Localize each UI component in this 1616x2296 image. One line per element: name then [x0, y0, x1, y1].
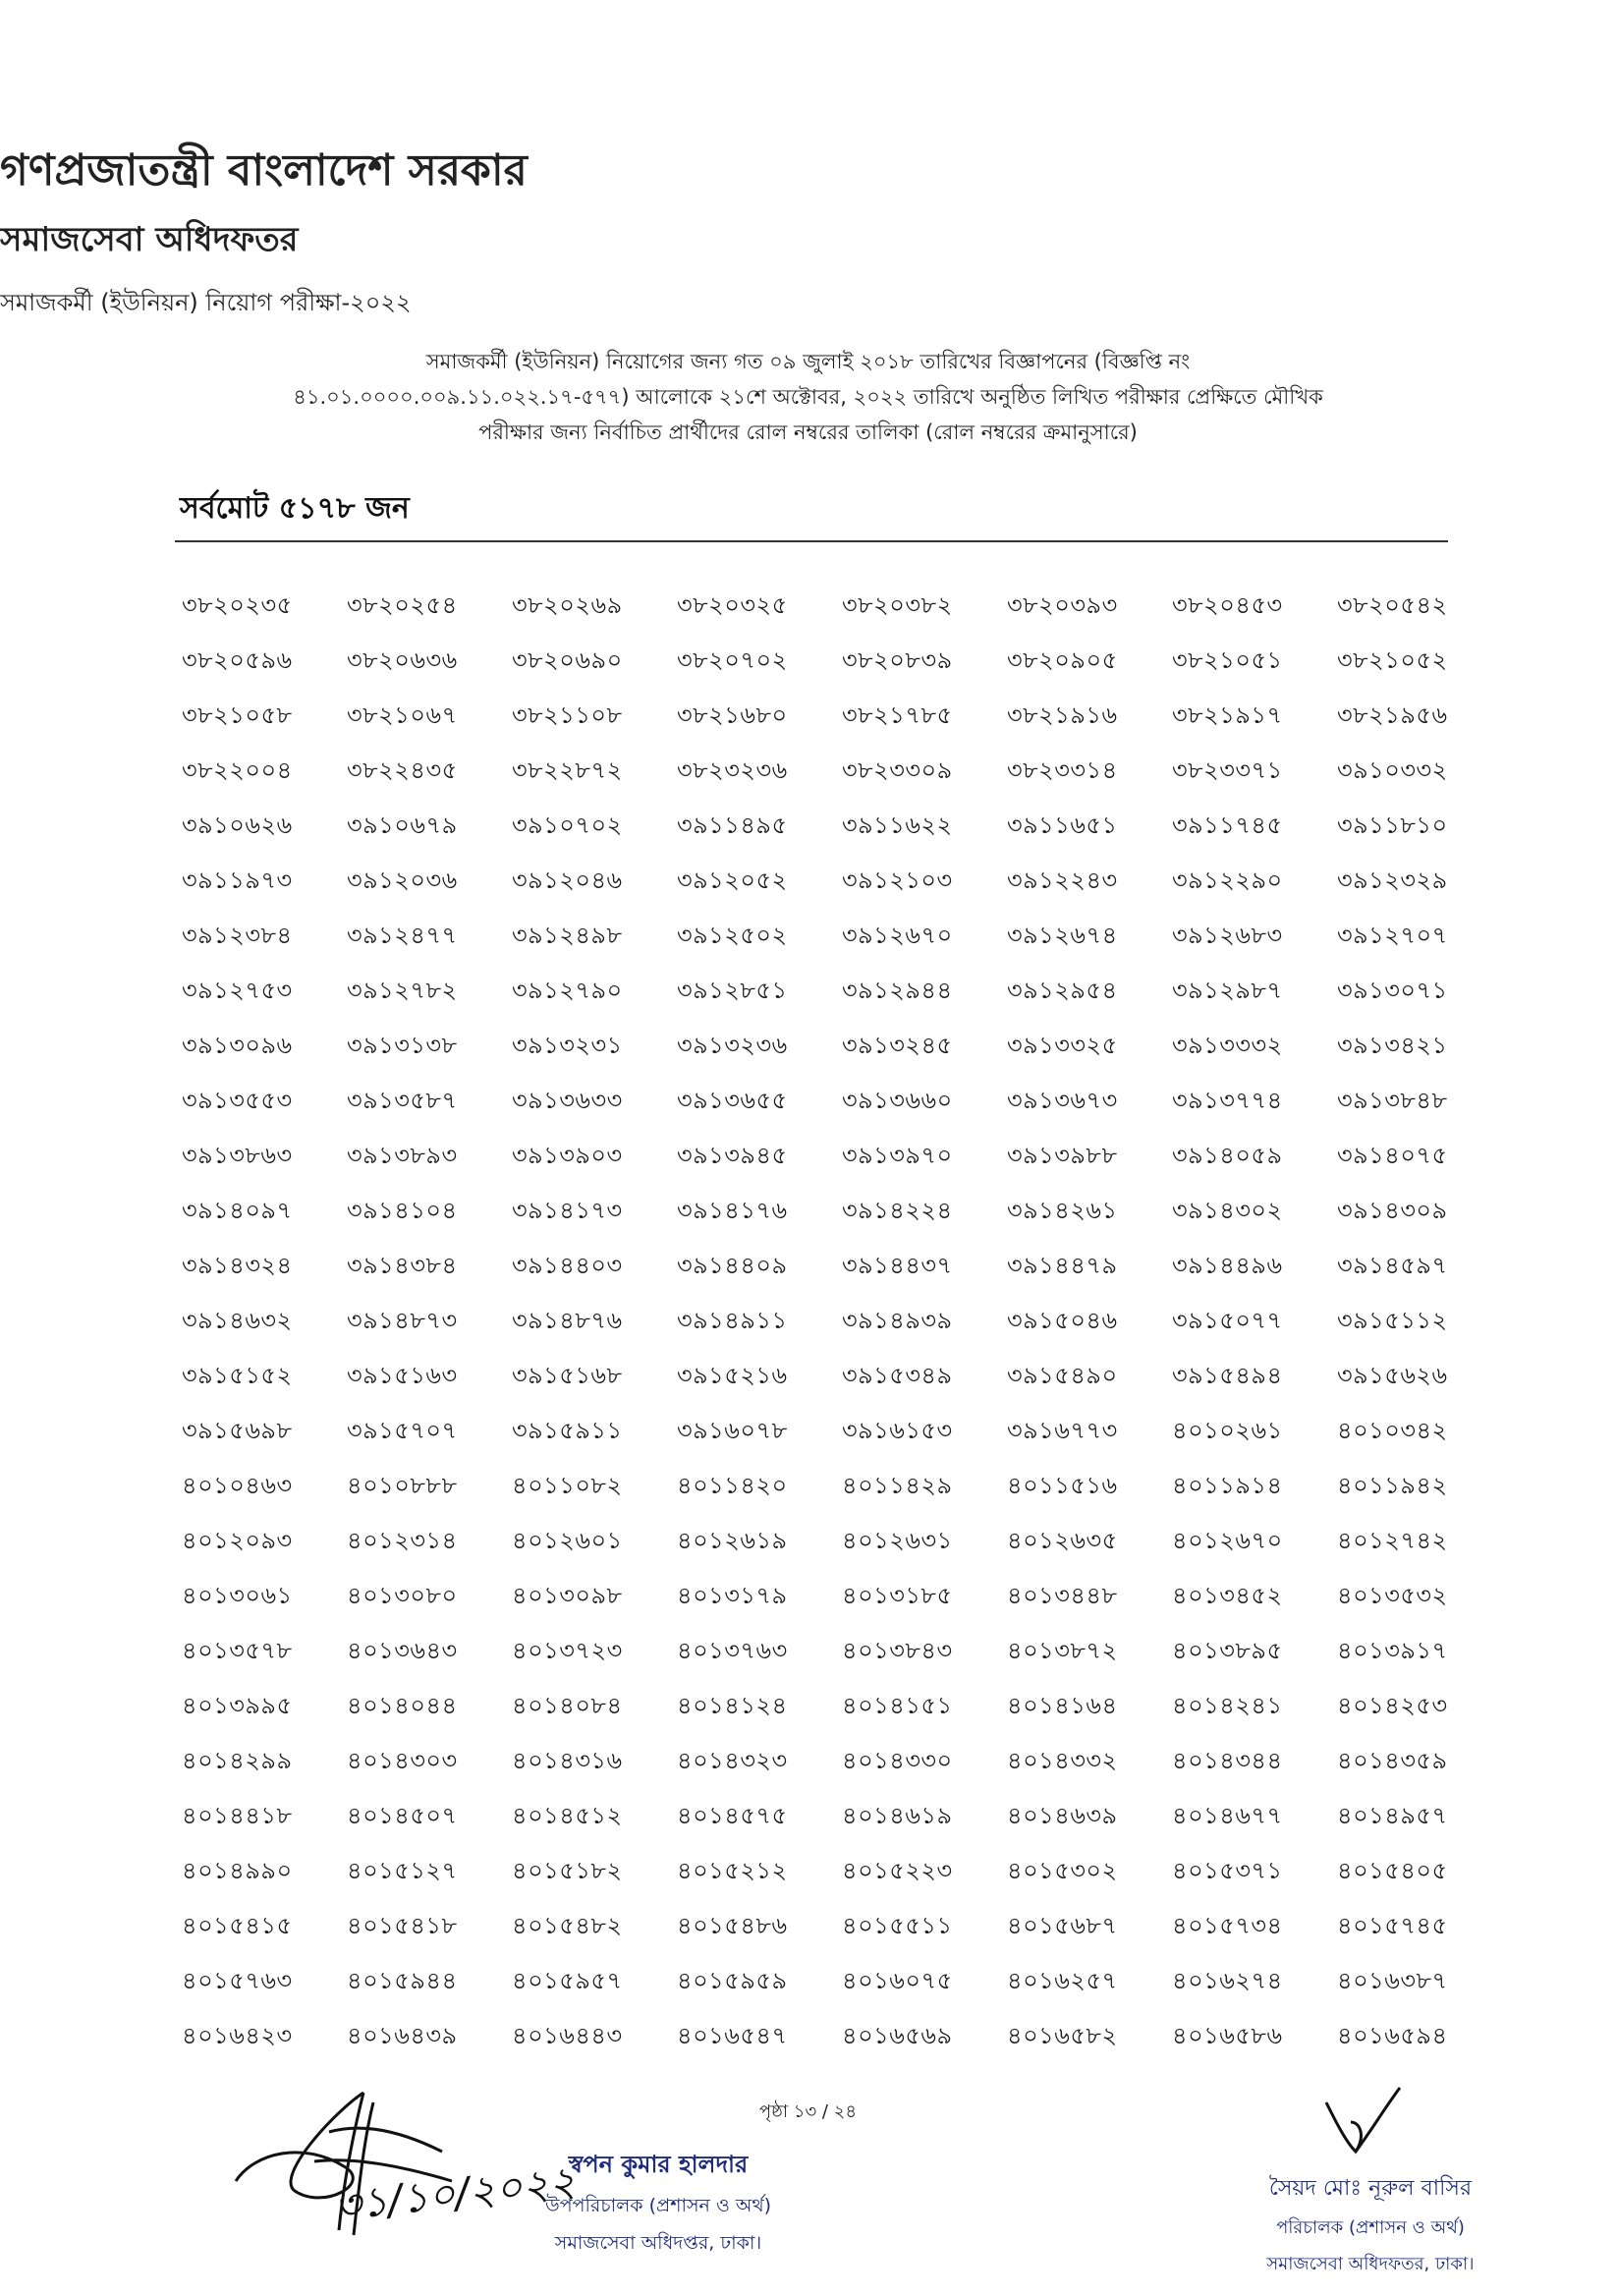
- roll-row: [182, 1295, 1493, 1350]
- roll-number: ৪০১৫২১২: [677, 1857, 788, 1884]
- government-title: গণপ্রজাতন্ত্রী বাংলাদেশ সরকার: [0, 145, 528, 196]
- roll-number: ৩৯১৪২২৪: [842, 1197, 953, 1224]
- roll-number: ৩৮২০২৩৫: [182, 591, 293, 619]
- roll-number: ৩৯১২৭০৭: [1337, 922, 1448, 949]
- roll-number: ৪০১২৭৪২: [1337, 1527, 1448, 1554]
- roll-number: ৩৮২০৭০২: [677, 646, 788, 674]
- roll-number: ৩৮২১৯১৭: [1172, 701, 1283, 729]
- roll-number: ৩৯১২৭৯০: [512, 977, 623, 1004]
- roll-number: ৪০১৩১৭৯: [677, 1582, 788, 1609]
- roll-number: ৩৯১৩৭৭৪: [1172, 1087, 1283, 1114]
- roll-number: ৩৯১৫৩৪৯: [842, 1362, 953, 1389]
- roll-number: ৪০১৩৭৬৩: [677, 1637, 788, 1664]
- roll-number: ৪০১৪৬১৯: [842, 1802, 953, 1829]
- roll-number: ৩৯১৫১৫২: [182, 1362, 293, 1389]
- roll-number: ৩৯১৪৩০২: [1172, 1197, 1283, 1224]
- roll-number: ৩৯১৬১৫৩: [842, 1417, 953, 1444]
- roll-number: ৪০১৪০৮৪: [512, 1692, 623, 1719]
- roll-number: ৩৯১২৫০২: [677, 922, 788, 949]
- roll-number: ৩৯১৪০৫৯: [1172, 1142, 1283, 1169]
- roll-number: ৪০১৪৪১৮: [182, 1802, 293, 1829]
- roll-number: ৩৯১৩২৩১: [512, 1032, 623, 1059]
- total-count: সর্বমোট ৫১৭৮ জন: [180, 491, 410, 526]
- roll-number: ৪০১৪৯৫৭: [1337, 1802, 1448, 1829]
- roll-number: ৩৯১৪৩৮৪: [347, 1252, 458, 1279]
- roll-number: ৩৮২১০৬৭: [347, 701, 458, 729]
- roll-number: ৩৮২০২৬৯: [512, 591, 623, 619]
- roll-number: ৪০১১৯১৪: [1172, 1472, 1283, 1499]
- roll-number: ৪০১৪২৯৯: [182, 1747, 293, 1774]
- roll-number: ৪০১৫৭৬৩: [182, 1967, 293, 1994]
- roll-number: ৪০১০৮৮৮: [347, 1472, 458, 1499]
- roll-number: ৩৯১৪৯১১: [677, 1307, 788, 1334]
- roll-number: ৪০১২৬১৯: [677, 1527, 788, 1554]
- roll-number: ৪০১৪৩৪৪: [1172, 1747, 1283, 1774]
- roll-number: ৪০১২৬৩১: [842, 1527, 953, 1554]
- roll-number: ৩৯১৩০৭১: [1337, 977, 1448, 1004]
- signatory-right-office: সমাজসেবা অধিদফতর, ঢাকা।: [1266, 2254, 1475, 2274]
- roll-number: ৪০১১৪২৯: [842, 1472, 953, 1499]
- roll-number: ৪০১৩৯১৭: [1337, 1637, 1448, 1664]
- roll-number: ৩৮২১০৫৮: [182, 701, 293, 729]
- roll-number: ৩৯১৪৫৯৭: [1337, 1252, 1448, 1279]
- roll-number: ৪০১২০৯৩: [182, 1527, 293, 1554]
- roll-number: ৩৯১৩৬৩৩: [512, 1087, 623, 1114]
- roll-number: ৪০১৪৩১৬: [512, 1747, 623, 1774]
- roll-number: ৩৮২০৯০৫: [1007, 646, 1118, 674]
- divider: [175, 540, 1448, 542]
- roll-number: ৩৯১৫৪৯০: [1007, 1362, 1118, 1389]
- roll-row: [182, 745, 1493, 800]
- roll-number: ৪০১৩৫৭৮: [182, 1637, 293, 1664]
- roll-row: [182, 1460, 1493, 1515]
- roll-number: ৩৯১২৩৮৪: [182, 922, 293, 949]
- roll-number: ৩৯১১৮১০: [1337, 812, 1448, 839]
- roll-number: ৩৯১২৬৭০: [842, 922, 953, 949]
- roll-number: ৩৯১৪১৭৩: [512, 1197, 623, 1224]
- roll-number: ৪০১১৫১৬: [1007, 1472, 1118, 1499]
- roll-number: ৩৯১২০৪৬: [512, 867, 623, 894]
- roll-number: ৩৮২১৭৮৫: [842, 701, 953, 729]
- roll-number: ৩৯১২৮৫১: [677, 977, 788, 1004]
- roll-number: ৩৮২৩৩০৯: [842, 756, 953, 784]
- roll-row: [182, 1350, 1493, 1405]
- roll-number: ৪০১২৬৭০: [1172, 1527, 1283, 1554]
- roll-number: ৩৯১৫৬৯৮: [182, 1417, 293, 1444]
- roll-number: ৩৯১২৯৫৪: [1007, 977, 1118, 1004]
- roll-number: ৩৯১৫১১২: [1337, 1307, 1448, 1334]
- roll-number: ৩৯১২২৪৩: [1007, 867, 1118, 894]
- roll-number: ৪০১১০৮২: [512, 1472, 623, 1499]
- roll-number: ৩৯১৪০৭৫: [1337, 1142, 1448, 1169]
- roll-number: ৩৯১৫০৪৬: [1007, 1307, 1118, 1334]
- roll-number: ৩৯১২০৩৬: [347, 867, 458, 894]
- roll-row: [182, 1405, 1493, 1460]
- roll-row: [182, 1900, 1493, 1955]
- roll-number: ৩৯১১৬৫১: [1007, 812, 1118, 839]
- roll-number: ৪০১৫৬৮৭: [1007, 1912, 1118, 1939]
- roll-number: ৩৮২১৯৫৬: [1337, 701, 1448, 729]
- signature-right: [1316, 2083, 1405, 2161]
- roll-number: ৩৯১০৬৭৯: [347, 812, 458, 839]
- roll-number: ৪০১১৪২০: [677, 1472, 788, 1499]
- roll-row: [182, 1845, 1493, 1900]
- roll-number: ৪০১৪৫১২: [512, 1802, 623, 1829]
- roll-number: ৩৯১৩৮৬৩: [182, 1142, 293, 1169]
- roll-number: ৩৯১৪২৬১: [1007, 1197, 1118, 1224]
- roll-number: ৩৯১৩৮৯৩: [347, 1142, 458, 1169]
- roll-number: ৩৯১১৪৯৫: [677, 812, 788, 839]
- roll-number: ৩৯১৩৩২৫: [1007, 1032, 1118, 1059]
- roll-number: ৪০১৫১২৭: [347, 1857, 458, 1884]
- roll-number: ৪০১৫৪৮৬: [677, 1912, 788, 1939]
- roll-number: ৩৯১০৬২৬: [182, 812, 293, 839]
- roll-number: ৪০১৫৩৭১: [1172, 1857, 1283, 1884]
- notice-text: [192, 344, 1424, 450]
- roll-number: ৪০১২৬০১: [512, 1527, 623, 1554]
- roll-number: ৪০১৪৫৭৫: [677, 1802, 788, 1829]
- roll-number: ৩৯১৩০৯৬: [182, 1032, 293, 1059]
- roll-number: ৩৯১৩৫৫৩: [182, 1087, 293, 1114]
- roll-number: ৩৯১৩৪২১: [1337, 1032, 1448, 1059]
- roll-number: ৩৯১৫৪৯৪: [1172, 1362, 1283, 1389]
- roll-row: [182, 1680, 1493, 1735]
- signatory-left-office: সমাজসেবা অধিদপ্তর, ঢাকা।: [554, 2232, 762, 2254]
- roll-number: ৪০১৪৩০৩: [347, 1747, 458, 1774]
- roll-number: ৩৯১১৯৭৩: [182, 867, 293, 894]
- roll-row: [182, 855, 1493, 910]
- roll-number: ৩৯১৩৯৪৫: [677, 1142, 788, 1169]
- notice-line-3: পরীক্ষার জন্য নির্বাচিত প্রার্থীদের রোল নম্বরের তালিকা (রোল নম্বরের ক্রমানুসারে): [478, 420, 1138, 444]
- roll-row: [182, 965, 1493, 1020]
- roll-number: ৩৯১৪০৯৭: [182, 1197, 293, 1224]
- roll-number: ৩৯১৪৪৩৭: [842, 1252, 953, 1279]
- roll-number: ৩৮২৩৩৭১: [1172, 756, 1283, 784]
- roll-number: ৩৯১২৪৯৮: [512, 922, 623, 949]
- roll-number: ৩৯১৪৬৩২: [182, 1307, 293, 1334]
- roll-number: ৩৯১২৭৮২: [347, 977, 458, 1004]
- notice-line-2: ৪১.০১.০০০০.০০৯.১১.০২২.১৭-৫৭৭) আলোকে ২১শে অক্টোবর, ২০২২ তারিখে অনুষ্ঠিত লিখিত পরীক্ষার প্রেক্ষিতে মৌখিক: [293, 385, 1323, 409]
- roll-number: ৩৯১৪৮৭৬: [512, 1307, 623, 1334]
- roll-number: ৪০১৫৭৪৫: [1337, 1912, 1448, 1939]
- roll-number: ৩৯১৫২১৬: [677, 1362, 788, 1389]
- page-number: পৃষ্ঠা ১৩ / ২৪: [758, 2101, 858, 2122]
- roll-number: ৪০১০৪৬৩: [182, 1472, 293, 1499]
- roll-number: ৩৯১৩৯০৩: [512, 1142, 623, 1169]
- roll-number: ৩৯১২৩২৯: [1337, 867, 1448, 894]
- roll-number: ৪০১৫৯৫৭: [512, 1967, 623, 1994]
- roll-number: ৩৯১৪৯৩৯: [842, 1307, 953, 1334]
- roll-number: ৪০১৫৯৪৪: [347, 1967, 458, 1994]
- roll-number: ৪০১২৩১৪: [347, 1527, 458, 1554]
- roll-row: [182, 635, 1493, 690]
- signatory-right: [1228, 2171, 1513, 2280]
- roll-row: [182, 1955, 1493, 2010]
- roll-row: [182, 1515, 1493, 1570]
- roll-number: ৪০১৪৫০৭: [347, 1802, 458, 1829]
- roll-number: ৩৯১৩১৩৮: [347, 1032, 458, 1059]
- roll-number: ৩৮২১৯১৬: [1007, 701, 1118, 729]
- roll-number: ৩৯১৪৪০৯: [677, 1252, 788, 1279]
- roll-number: ৪০১৫৪১৮: [347, 1912, 458, 1939]
- roll-number: ৩৯১৪৩২৪: [182, 1252, 293, 1279]
- roll-number: ৪০১৩৬৪৩: [347, 1637, 458, 1664]
- roll-number: ৩৯১৫৯১১: [512, 1417, 623, 1444]
- roll-number: ৪০১৩৭২৩: [512, 1637, 623, 1664]
- roll-number: ৪০১৪১৫১: [842, 1692, 953, 1719]
- roll-number: ৩৮২০৫৯৬: [182, 646, 293, 674]
- roll-number: ৩৯১২২৯০: [1172, 867, 1283, 894]
- roll-number: ৪০১৫৪১৫: [182, 1912, 293, 1939]
- roll-number: ৩৮২২০০৪: [182, 756, 293, 784]
- roll-number: ৩৯১২১০৩: [842, 867, 953, 894]
- roll-number: ৪০১৪২৪১: [1172, 1692, 1283, 1719]
- roll-row: [182, 1130, 1493, 1185]
- roll-number: ৪০১৬২৫৭: [1007, 1967, 1118, 1994]
- roll-number: ৩৯১৩৯৮৮: [1007, 1142, 1118, 1169]
- roll-row: [182, 1185, 1493, 1240]
- roll-number: ৪০১৪৬৭৭: [1172, 1802, 1283, 1829]
- roll-number: ৪০১৪১৬৪: [1007, 1692, 1118, 1719]
- roll-number: ৪০১৩৪৫২: [1172, 1582, 1283, 1609]
- signatory-left: [511, 2147, 806, 2261]
- roll-number: ৩৯১৩২৩৬: [677, 1032, 788, 1059]
- roll-number: ৪০১৩৯৯৫: [182, 1692, 293, 1719]
- roll-number: ৩৯১৩৬৬০: [842, 1087, 953, 1114]
- roll-number: ৩৮২০৩৯৩: [1007, 591, 1118, 619]
- roll-row: [182, 580, 1493, 635]
- roll-number: ৪০১৬৫৮২: [1007, 2022, 1118, 2049]
- roll-row: [182, 2010, 1493, 2065]
- signature-date: ৩১/১০/২০২২: [331, 2156, 579, 2230]
- roll-number: ৪০১৬৫৪৭: [677, 2022, 788, 2049]
- roll-number: ৩৮২৩২৩৬: [677, 756, 788, 784]
- roll-number: ৩৯১০৭০২: [512, 812, 623, 839]
- roll-number: ৩৯১২০৫২: [677, 867, 788, 894]
- roll-number: ৪০১৬৫৬৯: [842, 2022, 953, 2049]
- roll-number: ৩৮২০৪৫৩: [1172, 591, 1283, 619]
- roll-row: [182, 1240, 1493, 1295]
- roll-number: ৩৯১৪১৭৬: [677, 1197, 788, 1224]
- roll-number: ৪০১৪১২৪: [677, 1692, 788, 1719]
- roll-number: ৩৯১৩২৪৫: [842, 1032, 953, 1059]
- roll-number: ৩৯১৪১০৪: [347, 1197, 458, 1224]
- roll-number: ৩৮২০৮৩৯: [842, 646, 953, 674]
- roll-number: ৩৮২২৪৩৫: [347, 756, 458, 784]
- roll-number: ৪০১৪৩৫৯: [1337, 1747, 1448, 1774]
- exam-title: সমাজকর্মী (ইউনিয়ন) নিয়োগ পরীক্ষা-২০২২: [0, 289, 412, 316]
- roll-number: ৪০১০৩৪২: [1337, 1417, 1448, 1444]
- roll-number: ৪০১৫৪০৫: [1337, 1857, 1448, 1884]
- roll-number: ৩৯১৩৯৭০: [842, 1142, 953, 1169]
- roll-number: ৩৯১৫১৬৮: [512, 1362, 623, 1389]
- roll-number: ৪০১৫৪৮২: [512, 1912, 623, 1939]
- roll-number: ৪০১৩১৮৫: [842, 1582, 953, 1609]
- roll-number: ৪০১০২৬১: [1172, 1417, 1283, 1444]
- roll-number: ৩৯১৬৭৭৩: [1007, 1417, 1118, 1444]
- notice-line-1: সমাজকর্মী (ইউনিয়ন) নিয়োগের জন্য গত ০৯ জুলাই ২০১৮ তারিখের বিজ্ঞাপনের (বিজ্ঞপ্তি নং: [425, 350, 1191, 373]
- roll-number: ৪০১৪৩২৩: [677, 1747, 788, 1774]
- roll-number: ৩৮২১০৫২: [1337, 646, 1448, 674]
- roll-number: ৪০১৪৬৩৯: [1007, 1802, 1118, 1829]
- roll-number: ৪০১৫৭৩৪: [1172, 1912, 1283, 1939]
- roll-number: ৩৯১২৯৪৪: [842, 977, 953, 1004]
- roll-number: ৩৯১৩৬৭৩: [1007, 1087, 1118, 1114]
- roll-number: ৪০১৪৩৩০: [842, 1747, 953, 1774]
- roll-number: ৩৯১২৬৮৩: [1172, 922, 1283, 949]
- roll-number: ৪০১৩০৮০: [347, 1582, 458, 1609]
- roll-number-grid: [182, 580, 1493, 2065]
- roll-number: ৩৯১৪৩০৯: [1337, 1197, 1448, 1224]
- roll-number: ৪০১৬৪৪৩: [512, 2022, 623, 2049]
- roll-row: [182, 1075, 1493, 1130]
- roll-number: ৪০১৫৯৫৯: [677, 1967, 788, 1994]
- roll-number: ৩৮২১৬৮০: [677, 701, 788, 729]
- roll-number: ৪০১৩৫৩২: [1337, 1582, 1448, 1609]
- signatory-right-name: সৈয়দ মোঃ নূরুল বাসির: [1268, 2176, 1473, 2201]
- roll-number: ৪০১৩০৯৮: [512, 1582, 623, 1609]
- roll-number: ৪০১৪২৫৩: [1337, 1692, 1448, 1719]
- roll-row: [182, 1570, 1493, 1625]
- roll-row: [182, 800, 1493, 855]
- roll-number: ৩৮২০৩৮২: [842, 591, 953, 619]
- roll-number: ৪০১৬৫৯৪: [1337, 2022, 1448, 2049]
- roll-number: ৪০১৫১৮২: [512, 1857, 623, 1884]
- roll-number: ৪০১৪৩৩২: [1007, 1747, 1118, 1774]
- roll-number: ৪০১৪০৪৪: [347, 1692, 458, 1719]
- roll-number: ৩৯১৪৪৭৯: [1007, 1252, 1118, 1279]
- signatory-right-title: পরিচালক (প্রশাসন ও অর্থ): [1276, 2217, 1465, 2238]
- roll-number: ৩৯১৫০৭৭: [1172, 1307, 1283, 1334]
- roll-number: ৩৮২২৮৭২: [512, 756, 623, 784]
- roll-row: [182, 1020, 1493, 1075]
- roll-number: ৪০১৩০৬১: [182, 1582, 293, 1609]
- roll-number: ৩৮২০৬৩৬: [347, 646, 458, 674]
- roll-number: ৩৯১৩৩৩২: [1172, 1032, 1283, 1059]
- roll-number: ৪০১৬২৭৪: [1172, 1967, 1283, 1994]
- roll-number: ৩৯১২৬৭৪: [1007, 922, 1118, 949]
- roll-number: ৩৮২১০৫১: [1172, 646, 1283, 674]
- roll-number: ৩৯১৪৪৯৬: [1172, 1252, 1283, 1279]
- roll-number: ৪০১৫৫১১: [842, 1912, 953, 1939]
- roll-number: ৪০১৬৪২৩: [182, 2022, 293, 2049]
- roll-number: ৪০১৩৮৯৫: [1172, 1637, 1283, 1664]
- roll-number: ৩৮২১১০৮: [512, 701, 623, 729]
- roll-number: ৩৯১৬০৭৮: [677, 1417, 788, 1444]
- roll-number: ৪০১৩৮৪৩: [842, 1637, 953, 1664]
- signatory-left-name: স্বপন কুমার হালদার: [568, 2151, 749, 2178]
- roll-row: [182, 1625, 1493, 1680]
- roll-number: ৩৯১২৯৮৭: [1172, 977, 1283, 1004]
- roll-number: ৩৯১১৭৪৫: [1172, 812, 1283, 839]
- roll-number: ৪০১৩৪৪৮: [1007, 1582, 1118, 1609]
- roll-number: ৩৯১৪৮৭৩: [347, 1307, 458, 1334]
- roll-number: ৩৯১৫৭০৭: [347, 1417, 458, 1444]
- roll-number: ৪০১৫২২৩: [842, 1857, 953, 1884]
- roll-number: ৪০১৫৩০২: [1007, 1857, 1118, 1884]
- roll-number: ৩৮২০৬৯০: [512, 646, 623, 674]
- roll-number: ৪০১৩৮৭২: [1007, 1637, 1118, 1664]
- roll-number: ৩৯১২৭৫৩: [182, 977, 293, 1004]
- roll-number: ৩৯১১৬২২: [842, 812, 953, 839]
- roll-number: ৩৯১০৩৩২: [1337, 756, 1448, 784]
- roll-row: [182, 1735, 1493, 1790]
- roll-number: ৩৯১৩৮৪৮: [1337, 1087, 1448, 1114]
- roll-row: [182, 690, 1493, 745]
- roll-number: ৩৯১৫১৬৩: [347, 1362, 458, 1389]
- roll-number: ৩৯১৫৬২৬: [1337, 1362, 1448, 1389]
- department-title: সমাজসেবা অধিদফতর: [0, 220, 299, 259]
- roll-number: ৪০১৬০৭৫: [842, 1967, 953, 1994]
- signatory-left-title: উপপরিচালক (প্রশাসন ও অর্থ): [544, 2195, 772, 2216]
- roll-number: ৩৯১৩৬৫৫: [677, 1087, 788, 1114]
- roll-number: ৩৮২০৩২৫: [677, 591, 788, 619]
- roll-row: [182, 1790, 1493, 1845]
- roll-number: ৩৯১৩৫৮৭: [347, 1087, 458, 1114]
- roll-number: ৪০১৬৪৩৯: [347, 2022, 458, 2049]
- roll-number: ৪০১১৯৪২: [1337, 1472, 1448, 1499]
- roll-number: ৩৮২০৫৪২: [1337, 591, 1448, 619]
- roll-number: ৩৯১২৪৭৭: [347, 922, 458, 949]
- roll-number: ৪০১২৬৩৫: [1007, 1527, 1118, 1554]
- roll-row: [182, 910, 1493, 965]
- roll-number: ৪০১৬৩৮৭: [1337, 1967, 1448, 1994]
- roll-number: ৪০১৪৯৯০: [182, 1857, 293, 1884]
- roll-number: ৩৮২০২৫৪: [347, 591, 458, 619]
- roll-number: ৩৯১৪৪০৩: [512, 1252, 623, 1279]
- roll-number: ৪০১৬৫৮৬: [1172, 2022, 1283, 2049]
- roll-number: ৩৮২৩৩১৪: [1007, 756, 1118, 784]
